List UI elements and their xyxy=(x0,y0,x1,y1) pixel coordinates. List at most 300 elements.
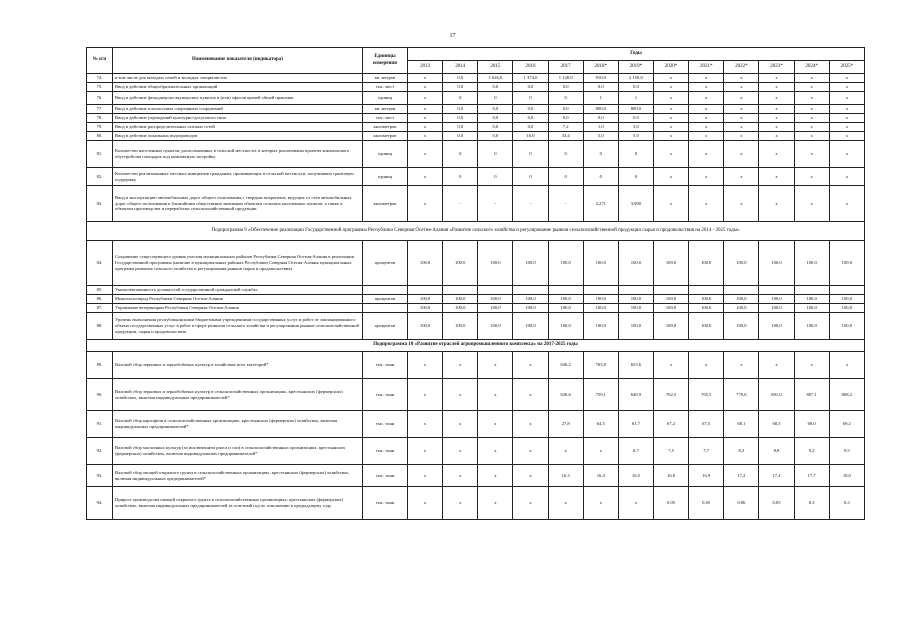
year-value: x xyxy=(513,438,548,465)
year-value: 100,0 xyxy=(724,241,759,286)
year-value: x xyxy=(689,105,724,114)
table-row xyxy=(87,92,865,105)
year-header: 2023* xyxy=(759,61,794,74)
year-value: 27,8 xyxy=(548,411,583,438)
row-number: 94. xyxy=(87,487,113,520)
year-value: x xyxy=(794,352,829,379)
year-value: 100,0 xyxy=(794,241,829,286)
year-value: 1 xyxy=(618,92,653,105)
row-number: 81. xyxy=(87,141,113,168)
year-value: 69,0 xyxy=(794,411,829,438)
row-number: 90. xyxy=(87,379,113,411)
year-value: 762,5 xyxy=(653,379,688,411)
year-value: 0,3 xyxy=(829,487,864,520)
year-value: 100,0 xyxy=(689,241,724,286)
row-number: 89. xyxy=(87,352,113,379)
unit: тыс. тонн xyxy=(363,465,408,487)
unit: тыс. тонн xyxy=(363,438,408,465)
year-value: x xyxy=(689,168,724,186)
year-value: x xyxy=(724,105,759,114)
table-row xyxy=(87,132,865,141)
year-value: x xyxy=(689,92,724,105)
row-number: 80. xyxy=(87,132,113,141)
section-row xyxy=(87,340,865,352)
row-number: 84. xyxy=(87,241,113,286)
year-value: x xyxy=(794,132,829,141)
year-value: x xyxy=(653,123,688,132)
year-value: 100,0 xyxy=(513,313,548,340)
year-value: 2,271 xyxy=(583,186,618,222)
year-value: 8,3 xyxy=(724,438,759,465)
indicator-name: Валовой сбор зерновых и зернобобовых культур в хозяйствах всех категорий* xyxy=(113,352,363,379)
year-value: 100,0 xyxy=(724,304,759,313)
year-value: x xyxy=(443,379,478,411)
year-value: 763,8 xyxy=(583,352,618,379)
unit: тыс. тонн xyxy=(363,352,408,379)
year-value xyxy=(759,286,794,295)
year-value xyxy=(724,286,759,295)
year-value: x xyxy=(653,74,688,83)
year-value: x xyxy=(759,123,794,132)
year-value: 0 xyxy=(478,92,513,105)
year-value: 0,0 xyxy=(443,83,478,92)
year-value: x xyxy=(408,92,443,105)
year-value: x xyxy=(408,465,443,487)
year-header: 2016 xyxy=(513,61,548,74)
year-value: x xyxy=(689,74,724,83)
year-value: x xyxy=(794,114,829,123)
year-value: 0,0 xyxy=(583,114,618,123)
year-value: 100,0 xyxy=(724,313,759,340)
year-value: x xyxy=(794,141,829,168)
year-value: 1 xyxy=(583,92,618,105)
year-value: x xyxy=(759,114,794,123)
year-value: x xyxy=(513,411,548,438)
year-value: 3,900 xyxy=(618,186,653,222)
year-value: 16,0 xyxy=(513,132,548,141)
year-value: 100,0 xyxy=(653,304,688,313)
year-value: 765,5 xyxy=(689,379,724,411)
year-value: 100,0 xyxy=(548,304,583,313)
year-value: 64,5 xyxy=(583,411,618,438)
indicator-name: Валовой сбор масличных культур (за исключением рапса и сои) в сельскохозяйственных организациях, крестьянских (фермерских) хозяйствах, включая индивидуальных предпринимателей* xyxy=(113,438,363,465)
year-value: 100,0 xyxy=(548,241,583,286)
year-value: 0 xyxy=(548,92,583,105)
year-value: 0 xyxy=(618,141,653,168)
year-value xyxy=(478,286,513,295)
header-row-1 xyxy=(87,48,865,61)
year-value: 0,3 xyxy=(794,487,829,520)
year-header: 2025* xyxy=(829,61,864,74)
year-value: x xyxy=(408,168,443,186)
year-value: x xyxy=(443,487,478,520)
year-value: 100,0 xyxy=(443,304,478,313)
table-row xyxy=(87,438,865,465)
year-value: 100,0 xyxy=(829,241,864,286)
year-value: 0,0 xyxy=(618,83,653,92)
year-value: 68,1 xyxy=(724,411,759,438)
col-header-years: Годы xyxy=(408,48,865,61)
year-value: x xyxy=(443,465,478,487)
year-value: 100,0 xyxy=(408,241,443,286)
year-value: 807,1 xyxy=(794,379,829,411)
indicator-name: Ввод в действие плоскостных спортивных сооружений xyxy=(113,105,363,114)
year-header: 2014 xyxy=(443,61,478,74)
table-row xyxy=(87,168,865,186)
year-value: x xyxy=(829,141,864,168)
year-value: 100,0 xyxy=(513,295,548,304)
unit: тыс. мест xyxy=(363,114,408,123)
year-value: 0 xyxy=(513,141,548,168)
indicator-name: Уровень выполнения республиканскими бюджетными учреждениями государственных услуг и работ от запланированного объема государственных услуг в работ в сфере развития сельского хозяйства и регулирования рынков сельскохозяйственной продукции, сырья и продовольствия xyxy=(113,313,363,340)
year-value: x xyxy=(829,186,864,222)
year-value: 0,0 xyxy=(443,74,478,83)
year-header: 2017 xyxy=(548,61,583,74)
year-value: 801,0 xyxy=(759,379,794,411)
page-number: 17 xyxy=(449,33,456,39)
year-value: 100,0 xyxy=(478,241,513,286)
year-value: x xyxy=(408,438,443,465)
unit: тыс. тонн xyxy=(363,379,408,411)
year-value: 61,7 xyxy=(618,411,653,438)
year-value: x xyxy=(478,487,513,520)
unit: километров xyxy=(363,123,408,132)
year-value: 100,0 xyxy=(408,313,443,340)
year-value: 800,0 xyxy=(583,105,618,114)
year-value: x xyxy=(689,114,724,123)
year-value: x xyxy=(408,74,443,83)
year-value: x xyxy=(689,132,724,141)
year-value: x xyxy=(548,438,583,465)
year-value: 0,0 xyxy=(583,83,618,92)
year-value xyxy=(548,286,583,295)
unit: процентов xyxy=(363,295,408,304)
year-value: 2 150,0 xyxy=(618,74,653,83)
year-value: x xyxy=(724,92,759,105)
row-number: 92. xyxy=(87,438,113,465)
row-number: 75. xyxy=(87,83,113,92)
row-number: 87. xyxy=(87,304,113,313)
unit: процентов xyxy=(363,313,408,340)
year-value: 0,0 xyxy=(548,83,583,92)
year-value: 0,06 xyxy=(724,487,759,520)
year-value: 0,05 xyxy=(689,487,724,520)
year-value: 808,2 xyxy=(829,379,864,411)
year-value: 0 xyxy=(548,141,583,168)
year-value: - xyxy=(513,186,548,222)
year-value: 0,0 xyxy=(513,105,548,114)
row-number: 79. xyxy=(87,123,113,132)
year-value: 100,0 xyxy=(618,313,653,340)
table-row xyxy=(87,123,865,132)
unit: кв. метров xyxy=(363,105,408,114)
row-number: 85. xyxy=(87,286,113,295)
year-value: 100,0 xyxy=(618,241,653,286)
indicator-name: Ввод в эксплуатацию автомобильных дорог общего пользования с твердым покрытием, ведущих от сети автомобильных дорог общего пользования к ближайшим общественно значимым объектам сельских населенных пунктов, а также к объектам производства и переработки сельскохозяйственной продукции xyxy=(113,186,363,222)
year-value: 779,6 xyxy=(724,379,759,411)
table-row xyxy=(87,105,865,114)
year-value: x xyxy=(653,186,688,222)
unit: километров xyxy=(363,186,408,222)
year-value: 7,5 xyxy=(653,438,688,465)
year-value xyxy=(653,286,688,295)
year-header: 2018* xyxy=(583,61,618,74)
year-value: 636,2 xyxy=(548,352,583,379)
year-value: x xyxy=(724,83,759,92)
year-value: 0,0 xyxy=(513,83,548,92)
year-value: 7,7 xyxy=(689,438,724,465)
year-value: 0,0 xyxy=(478,83,513,92)
year-value: 100,0 xyxy=(829,313,864,340)
indicator-name: Прирост производства овощей открытого грунта в сельскохозяйственных организациях, крестьянских (фермерских) хозяйствах, включая индивидуальных предпринимателей за отчетный год по отношению к предыдущему году xyxy=(113,487,363,520)
year-value: x xyxy=(759,141,794,168)
year-value: 0,0 xyxy=(443,123,478,132)
year-value: 0 xyxy=(478,141,513,168)
indicator-name: Сохранение существующего уровня участия муниципальных районов Республики Северная Осетия-Алания в реализации Государственной программы (наличие в муниципальных районах Республики Северная Осетия-Алания муниципальных программ развития сельского хозяйства и регулирования рынков сырья и продовольствия) xyxy=(113,241,363,286)
year-value: 100,0 xyxy=(513,304,548,313)
year-value xyxy=(583,286,618,295)
year-value: 17,4 xyxy=(759,465,794,487)
unit xyxy=(363,286,408,295)
year-value: x xyxy=(408,141,443,168)
year-value: x xyxy=(759,105,794,114)
year-value: 630,6 xyxy=(548,379,583,411)
year-value: x xyxy=(653,83,688,92)
year-value: x xyxy=(478,411,513,438)
year-value: 0 xyxy=(513,92,548,105)
year-value: x xyxy=(408,83,443,92)
year-value: 100,0 xyxy=(583,241,618,286)
year-value: 33,4 xyxy=(548,132,583,141)
year-value: x xyxy=(759,74,794,83)
unit: кв. метров xyxy=(363,74,408,83)
year-value: 0 xyxy=(443,92,478,105)
indicator-name: Ввод в действие локальных водопроводов xyxy=(113,132,363,141)
year-value: 100,0 xyxy=(794,313,829,340)
year-value: 0,05 xyxy=(759,487,794,520)
year-value: 100,0 xyxy=(443,295,478,304)
year-value: x xyxy=(653,141,688,168)
indicator-name: Валовой сбор овощей открытого грунта в сельскохозяйственных организациях, крестьянских (фермерских) хозяйствах, включая индивидуальных предпринимателей* xyxy=(113,465,363,487)
year-value: 653,6 xyxy=(618,352,653,379)
year-value: 100,0 xyxy=(759,313,794,340)
indicator-name: Количество реализованных местных инициатив гражданам, проживающих в сельской местности, получивших грантовую поддержку xyxy=(113,168,363,186)
year-value: 100,0 xyxy=(478,295,513,304)
unit xyxy=(363,304,408,313)
row-number: 82. xyxy=(87,168,113,186)
table-row xyxy=(87,304,865,313)
year-value: x xyxy=(408,487,443,520)
year-value: 100,0 xyxy=(408,295,443,304)
year-value: x xyxy=(618,487,653,520)
year-value: 100,0 xyxy=(724,295,759,304)
year-value: x xyxy=(408,132,443,141)
year-value: x xyxy=(829,114,864,123)
year-value: x xyxy=(759,168,794,186)
year-value: x xyxy=(408,411,443,438)
indicator-name: Валовой сбор зерновых и зернобобовых культур в сельскохозяйственных организациях, крестьянских (фермерских) хозяйствах, включая индивидуальных предпринимателей* xyxy=(113,379,363,411)
year-value: 100,0 xyxy=(478,304,513,313)
col-header-unit: Единицы измерения xyxy=(363,48,408,74)
indicator-name: Ввод в действие общеобразовательных организаций xyxy=(113,83,363,92)
unit: тыс. тонн xyxy=(363,487,408,520)
indicators-table xyxy=(86,47,865,520)
table-row xyxy=(87,186,865,222)
table-row xyxy=(87,83,865,92)
year-value: x xyxy=(689,123,724,132)
year-value: 0,0 xyxy=(478,114,513,123)
year-value: 100,0 xyxy=(618,295,653,304)
year-header: 2013 xyxy=(408,61,443,74)
year-value: x xyxy=(794,123,829,132)
year-value: 9,5 xyxy=(829,438,864,465)
year-value: 1 374,0 xyxy=(513,74,548,83)
year-value: 16,9 xyxy=(689,465,724,487)
year-value: x xyxy=(759,186,794,222)
year-value: 100,0 xyxy=(653,295,688,304)
year-value: x xyxy=(724,168,759,186)
year-value: x xyxy=(653,132,688,141)
indicator-name: Ввод в действие фельдшерско-акушерских пунктов и (или) офисов врачей общей практики xyxy=(113,92,363,105)
table-row xyxy=(87,241,865,286)
year-value: - xyxy=(548,186,583,222)
year-value: x xyxy=(478,352,513,379)
year-value: 910,0 xyxy=(583,74,618,83)
year-value: x xyxy=(759,92,794,105)
unit: километров xyxy=(363,132,408,141)
table-row xyxy=(87,286,865,295)
year-value xyxy=(513,286,548,295)
year-value: 6,7 xyxy=(618,438,653,465)
row-number: 83. xyxy=(87,186,113,222)
section-title: Подпрограмма 9 «Обеспечение реализации Государственной программы Республики Северная Осетия-Алания «Развитие сельского хозяйства и регулирование рынков сельскохозяйственной продукции сырья и продовольствия на 2014 - 2025 годы» xyxy=(211,227,740,233)
unit: процентов xyxy=(363,241,408,286)
year-value: x xyxy=(513,487,548,520)
year-value: 67,2 xyxy=(653,411,688,438)
unit: тыс. тонн xyxy=(363,411,408,438)
year-value: x xyxy=(724,132,759,141)
year-value: x xyxy=(829,168,864,186)
year-value: 0 xyxy=(443,141,478,168)
table-row xyxy=(87,313,865,340)
year-header: 2021* xyxy=(689,61,724,74)
year-value: 0 xyxy=(443,168,478,186)
year-value: 100,0 xyxy=(443,313,478,340)
year-value: 100,0 xyxy=(618,304,653,313)
row-number: 78. xyxy=(87,114,113,123)
year-value: 100,0 xyxy=(583,295,618,304)
year-value: 100,0 xyxy=(653,241,688,286)
year-value: x xyxy=(513,465,548,487)
year-value xyxy=(689,286,724,295)
year-value: x xyxy=(443,438,478,465)
table-row xyxy=(87,379,865,411)
year-value: x xyxy=(408,105,443,114)
year-value: x xyxy=(794,186,829,222)
year-value: 0,05 xyxy=(653,487,688,520)
year-value: 800,0 xyxy=(618,105,653,114)
year-value: 100,0 xyxy=(478,313,513,340)
year-value xyxy=(443,286,478,295)
year-value: 100,0 xyxy=(829,295,864,304)
year-value xyxy=(408,286,443,295)
year-value: x xyxy=(478,379,513,411)
section-title: Подпрограмма 10 «Развитие отраслей агропромышленного комплекса» на 2017-2025 годы xyxy=(373,342,578,348)
year-value: x xyxy=(689,186,724,222)
year-value: 17,7 xyxy=(794,465,829,487)
year-value: 3,0 xyxy=(618,123,653,132)
indicator-name: Управление ветеринарии Республики Северная Осетия-Алания xyxy=(113,304,363,313)
row-number: 86. xyxy=(87,295,113,304)
year-value: 7,2 xyxy=(548,123,583,132)
unit: единиц xyxy=(363,141,408,168)
year-value: x xyxy=(724,74,759,83)
year-value: - xyxy=(478,186,513,222)
year-value: 100,0 xyxy=(689,313,724,340)
year-header: 2020* xyxy=(653,61,688,74)
year-value: x xyxy=(759,352,794,379)
year-value: 0,0 xyxy=(618,114,653,123)
year-value: x xyxy=(408,379,443,411)
year-value: 0,0 xyxy=(478,132,513,141)
year-value: x xyxy=(653,168,688,186)
table-row xyxy=(87,141,865,168)
table-row xyxy=(87,411,865,438)
year-value: 100,0 xyxy=(583,313,618,340)
year-value: x xyxy=(724,123,759,132)
year-value: 100,0 xyxy=(794,304,829,313)
year-value: 100,0 xyxy=(759,295,794,304)
year-value: 1,0 xyxy=(583,123,618,132)
year-value: 100,0 xyxy=(829,304,864,313)
year-value: x xyxy=(653,92,688,105)
year-value: x xyxy=(408,123,443,132)
year-value: x xyxy=(794,74,829,83)
year-value xyxy=(829,286,864,295)
year-value: 68,5 xyxy=(759,411,794,438)
year-value: 16,4 xyxy=(583,465,618,487)
year-value: 100,0 xyxy=(689,295,724,304)
year-value: 8,8 xyxy=(759,438,794,465)
row-number: 76. xyxy=(87,92,113,105)
year-value: 16,5 xyxy=(618,465,653,487)
year-value xyxy=(794,286,829,295)
year-value: x xyxy=(513,352,548,379)
table-row xyxy=(87,114,865,123)
year-value: 100,0 xyxy=(583,304,618,313)
unit: единиц xyxy=(363,92,408,105)
row-number: 88. xyxy=(87,313,113,340)
year-value: x xyxy=(583,487,618,520)
row-number: 93. xyxy=(87,465,113,487)
year-value: x xyxy=(829,105,864,114)
indicator-name: в том числе для молодых семей и молодых специалистов xyxy=(113,74,363,83)
unit: тыс. мест xyxy=(363,83,408,92)
year-value: 0,0 xyxy=(513,123,548,132)
row-number: 91. xyxy=(87,411,113,438)
year-value: x xyxy=(759,83,794,92)
year-value: x xyxy=(513,379,548,411)
year-value: 100,0 xyxy=(759,304,794,313)
year-value: x xyxy=(548,487,583,520)
year-value: 100,0 xyxy=(443,241,478,286)
year-value: 0 xyxy=(513,168,548,186)
indicator-name: Валовой сбор картофеля в сельскохозяйственных организациях, крестьянских (фермерских) хозяйствах, включая индивидуальных предпринимателей* xyxy=(113,411,363,438)
year-value: 100,0 xyxy=(689,304,724,313)
year-value: x xyxy=(443,352,478,379)
year-value: 1 626,0 xyxy=(478,74,513,83)
year-value: x xyxy=(689,352,724,379)
